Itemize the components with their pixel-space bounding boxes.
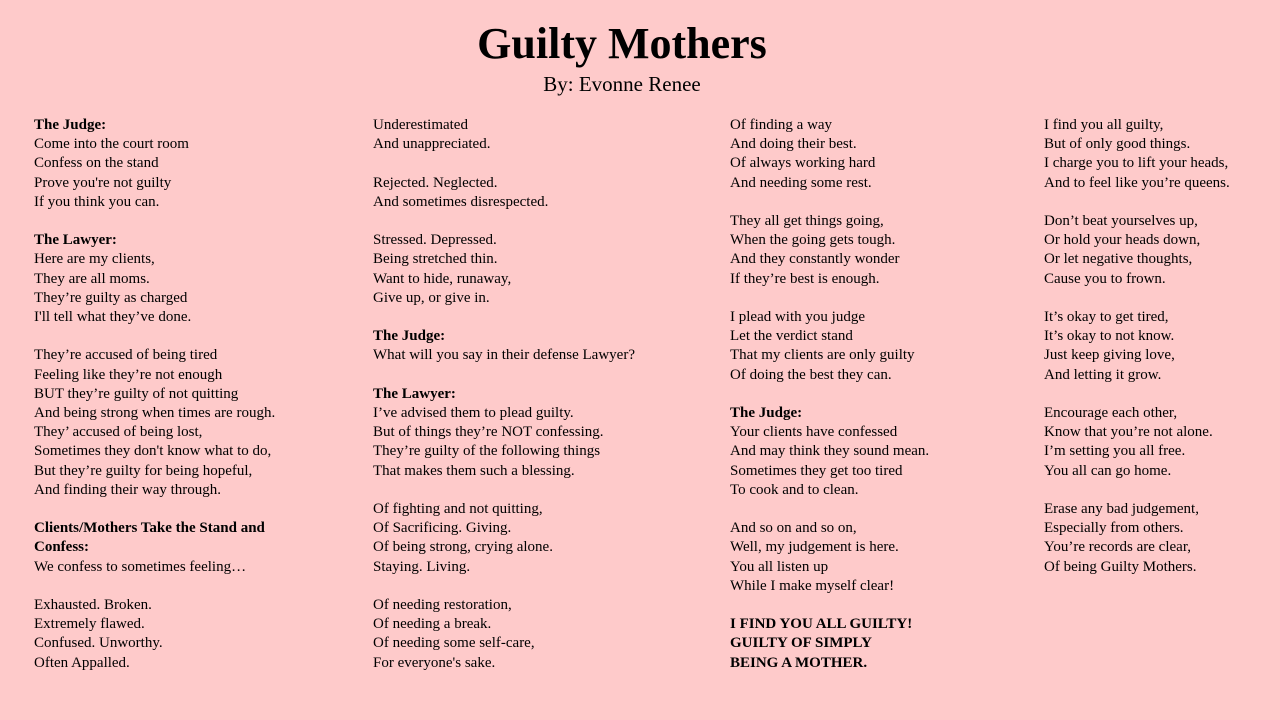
poem-line: And to feel like you’re queens. xyxy=(1044,174,1230,191)
poem-stanza xyxy=(34,116,334,212)
poem-line: Extremely flawed. xyxy=(34,616,145,633)
poem-line: While I make myself clear! xyxy=(730,577,895,594)
poem-stanza xyxy=(34,231,334,327)
poem-line: I’ve advised them to plead guilty. xyxy=(373,404,574,421)
poem-heading-line: The Judge: xyxy=(373,328,446,345)
poem-heading-line: BEING A MOTHER. xyxy=(730,654,868,671)
poem-line: Or let negative thoughts, xyxy=(1044,251,1193,268)
poem-line: Of needing a break. xyxy=(373,616,492,633)
poem-stanza xyxy=(373,174,693,212)
poem-line: Your clients have confessed xyxy=(730,424,898,441)
poem-line: We confess to sometimes feeling… xyxy=(34,558,247,575)
poem-line: That my clients are only guilty xyxy=(730,347,915,364)
poem-line: And so on and so on, xyxy=(730,520,857,537)
poem-line: What will you say in their defense Lawyer? xyxy=(373,347,635,364)
poem-line: Of doing the best they can. xyxy=(730,366,892,383)
poem-line: Encourage each other, xyxy=(1044,405,1178,421)
poem-line: They’re guilty as charged xyxy=(34,289,188,306)
poem-line: But they’re guilty for being hopeful, xyxy=(34,462,253,479)
poem-line: I charge you to lift your heads, xyxy=(1044,155,1229,172)
poem-line: And finding their way through. xyxy=(34,481,222,498)
poem-stanza xyxy=(730,404,1030,500)
poem-line: Of finding a way xyxy=(730,117,833,133)
poem-line: I’m setting you all free. xyxy=(1044,443,1186,460)
poem-column-1 xyxy=(34,116,334,692)
poem-line: Don’t beat yourselves up, xyxy=(1044,213,1198,229)
poem-line: They’re guilty of the following things xyxy=(373,443,601,460)
poem-column-4 xyxy=(1044,116,1274,596)
poem-stanza xyxy=(1044,308,1274,385)
poem-line: I plead with you judge xyxy=(730,309,865,325)
poem-line: They’ accused of being lost, xyxy=(34,424,203,441)
poem-line: It’s okay to get tired, xyxy=(1044,309,1169,325)
poem-stanza xyxy=(373,231,693,308)
poem-line: Sometimes they don't know what to do, xyxy=(34,443,272,460)
poem-line: Cause you to frown. xyxy=(1044,270,1166,287)
poem-line: Of being strong, crying alone. xyxy=(373,539,553,556)
poem-line: Underestimated xyxy=(373,117,468,133)
poem-stanza xyxy=(34,596,334,673)
poem-line: When the going gets tough. xyxy=(730,232,896,249)
poem-line: Of always working hard xyxy=(730,155,876,172)
poem-title: Guilty Mothers xyxy=(477,19,767,68)
poem-line: And unappreciated. xyxy=(373,136,491,153)
poem-stanza xyxy=(373,596,693,673)
poem-line: If you think you can. xyxy=(34,193,160,210)
poem-stanza xyxy=(373,385,693,481)
poem-heading-line: The Judge: xyxy=(730,405,803,421)
poem-line: Of Sacrificing. Giving. xyxy=(373,520,512,537)
poem-line: Rejected. Neglected. xyxy=(373,174,498,191)
poem-line: And letting it grow. xyxy=(1044,366,1162,383)
poem-line: That makes them such a blessing. xyxy=(373,462,575,479)
poem-line: They’re accused of being tired xyxy=(34,347,218,364)
poem-line: Feeling like they’re not enough xyxy=(34,366,223,383)
poem-line: For everyone's sake. xyxy=(373,654,496,671)
poem-line: Stressed. Depressed. xyxy=(373,232,497,249)
poem-stanza xyxy=(1044,500,1274,577)
poem-line: Confused. Unworthy. xyxy=(34,635,163,652)
poem-line: But of only good things. xyxy=(1044,136,1191,153)
poem-line: And being strong when times are rough. xyxy=(34,405,276,422)
poem-line: You all listen up xyxy=(730,558,829,575)
poem-line: I find you all guilty, xyxy=(1044,117,1164,133)
poem-heading-line: The Lawyer: xyxy=(373,385,456,402)
poem-line: But of things they’re NOT confessing. xyxy=(373,424,604,441)
poem-line: If they’re best is enough. xyxy=(730,270,880,287)
poem-line: Well, my judgement is here. xyxy=(730,539,899,556)
poem-line: Want to hide, runaway, xyxy=(373,270,512,287)
poem-stanza xyxy=(1044,212,1274,289)
poem-line: Of being Guilty Mothers. xyxy=(1044,558,1197,575)
poem-stanza xyxy=(1044,404,1274,481)
poem-line: Or hold your heads down, xyxy=(1044,232,1201,249)
poem-line: Let the verdict stand xyxy=(730,328,853,345)
poem-line: And needing some rest. xyxy=(730,174,872,191)
poem-line: Here are my clients, xyxy=(34,251,155,268)
poem-line: And may think they sound mean. xyxy=(730,443,930,460)
poem-heading-line: The Judge: xyxy=(34,117,107,133)
poem-stanza xyxy=(730,308,1030,385)
poem-line: Prove you're not guilty xyxy=(34,174,172,191)
poem-line: Often Appalled. xyxy=(34,654,130,671)
poem-line: Give up, or give in. xyxy=(373,289,490,306)
poem-stanza xyxy=(373,500,693,577)
poem-heading-line: Confess: xyxy=(34,539,89,556)
poem-stanza xyxy=(34,346,334,500)
poem-heading-line: I FIND YOU ALL GUILTY! xyxy=(730,616,913,633)
poem-stanza xyxy=(1044,116,1274,193)
poem-stanza xyxy=(730,519,1030,596)
poem-column-2 xyxy=(373,116,693,692)
poem-column-3 xyxy=(730,116,1030,692)
poem-stanza xyxy=(373,327,693,365)
poem-line: Sometimes they get too tired xyxy=(730,462,903,479)
poem-stanza xyxy=(34,519,334,577)
poem-line: Being stretched thin. xyxy=(373,251,498,268)
poem-stanza xyxy=(730,116,1030,193)
poem-line: And doing their best. xyxy=(730,136,857,153)
poem-line: BUT they’re guilty of not quitting xyxy=(34,385,239,402)
poem-line: I'll tell what they’ve done. xyxy=(34,309,192,326)
poem-line: Erase any bad judgement, xyxy=(1044,501,1199,517)
poem-heading-line: Clients/Mothers Take the Stand and xyxy=(34,520,265,537)
poem-line: Exhausted. Broken. xyxy=(34,597,152,614)
poem-heading-line: The Lawyer: xyxy=(34,232,117,249)
poem-line: Of needing some self-care, xyxy=(373,635,535,652)
poem-line: You’re records are clear, xyxy=(1044,539,1191,556)
poem-line: And they constantly wonder xyxy=(730,251,900,268)
poem-line: Staying. Living. xyxy=(373,558,471,575)
poem-stanza xyxy=(730,212,1030,289)
poem-line: Know that you’re not alone. xyxy=(1044,424,1213,441)
poem-line: Confess on the stand xyxy=(34,155,159,172)
poem-line: It’s okay to not know. xyxy=(1044,328,1175,345)
poem-stanza xyxy=(373,116,693,154)
poem-byline: By: Evonne Renee xyxy=(543,72,701,96)
poem-line: To cook and to clean. xyxy=(730,481,859,498)
poem-line: Of fighting and not quitting, xyxy=(373,500,543,517)
poem-line: Of needing restoration, xyxy=(373,596,512,613)
poem-stanza xyxy=(730,615,1030,673)
poem-line: Come into the court room xyxy=(34,136,189,153)
poem-line: They are all moms. xyxy=(34,270,150,287)
poem-line: You all can go home. xyxy=(1044,462,1172,479)
poem-line: Just keep giving love, xyxy=(1044,347,1175,364)
poem-line: Especially from others. xyxy=(1044,520,1184,537)
poem-heading-line: GUILTY OF SIMPLY xyxy=(730,635,872,652)
poem-line: They all get things going, xyxy=(730,213,884,229)
poem-line: And sometimes disrespected. xyxy=(373,193,549,210)
